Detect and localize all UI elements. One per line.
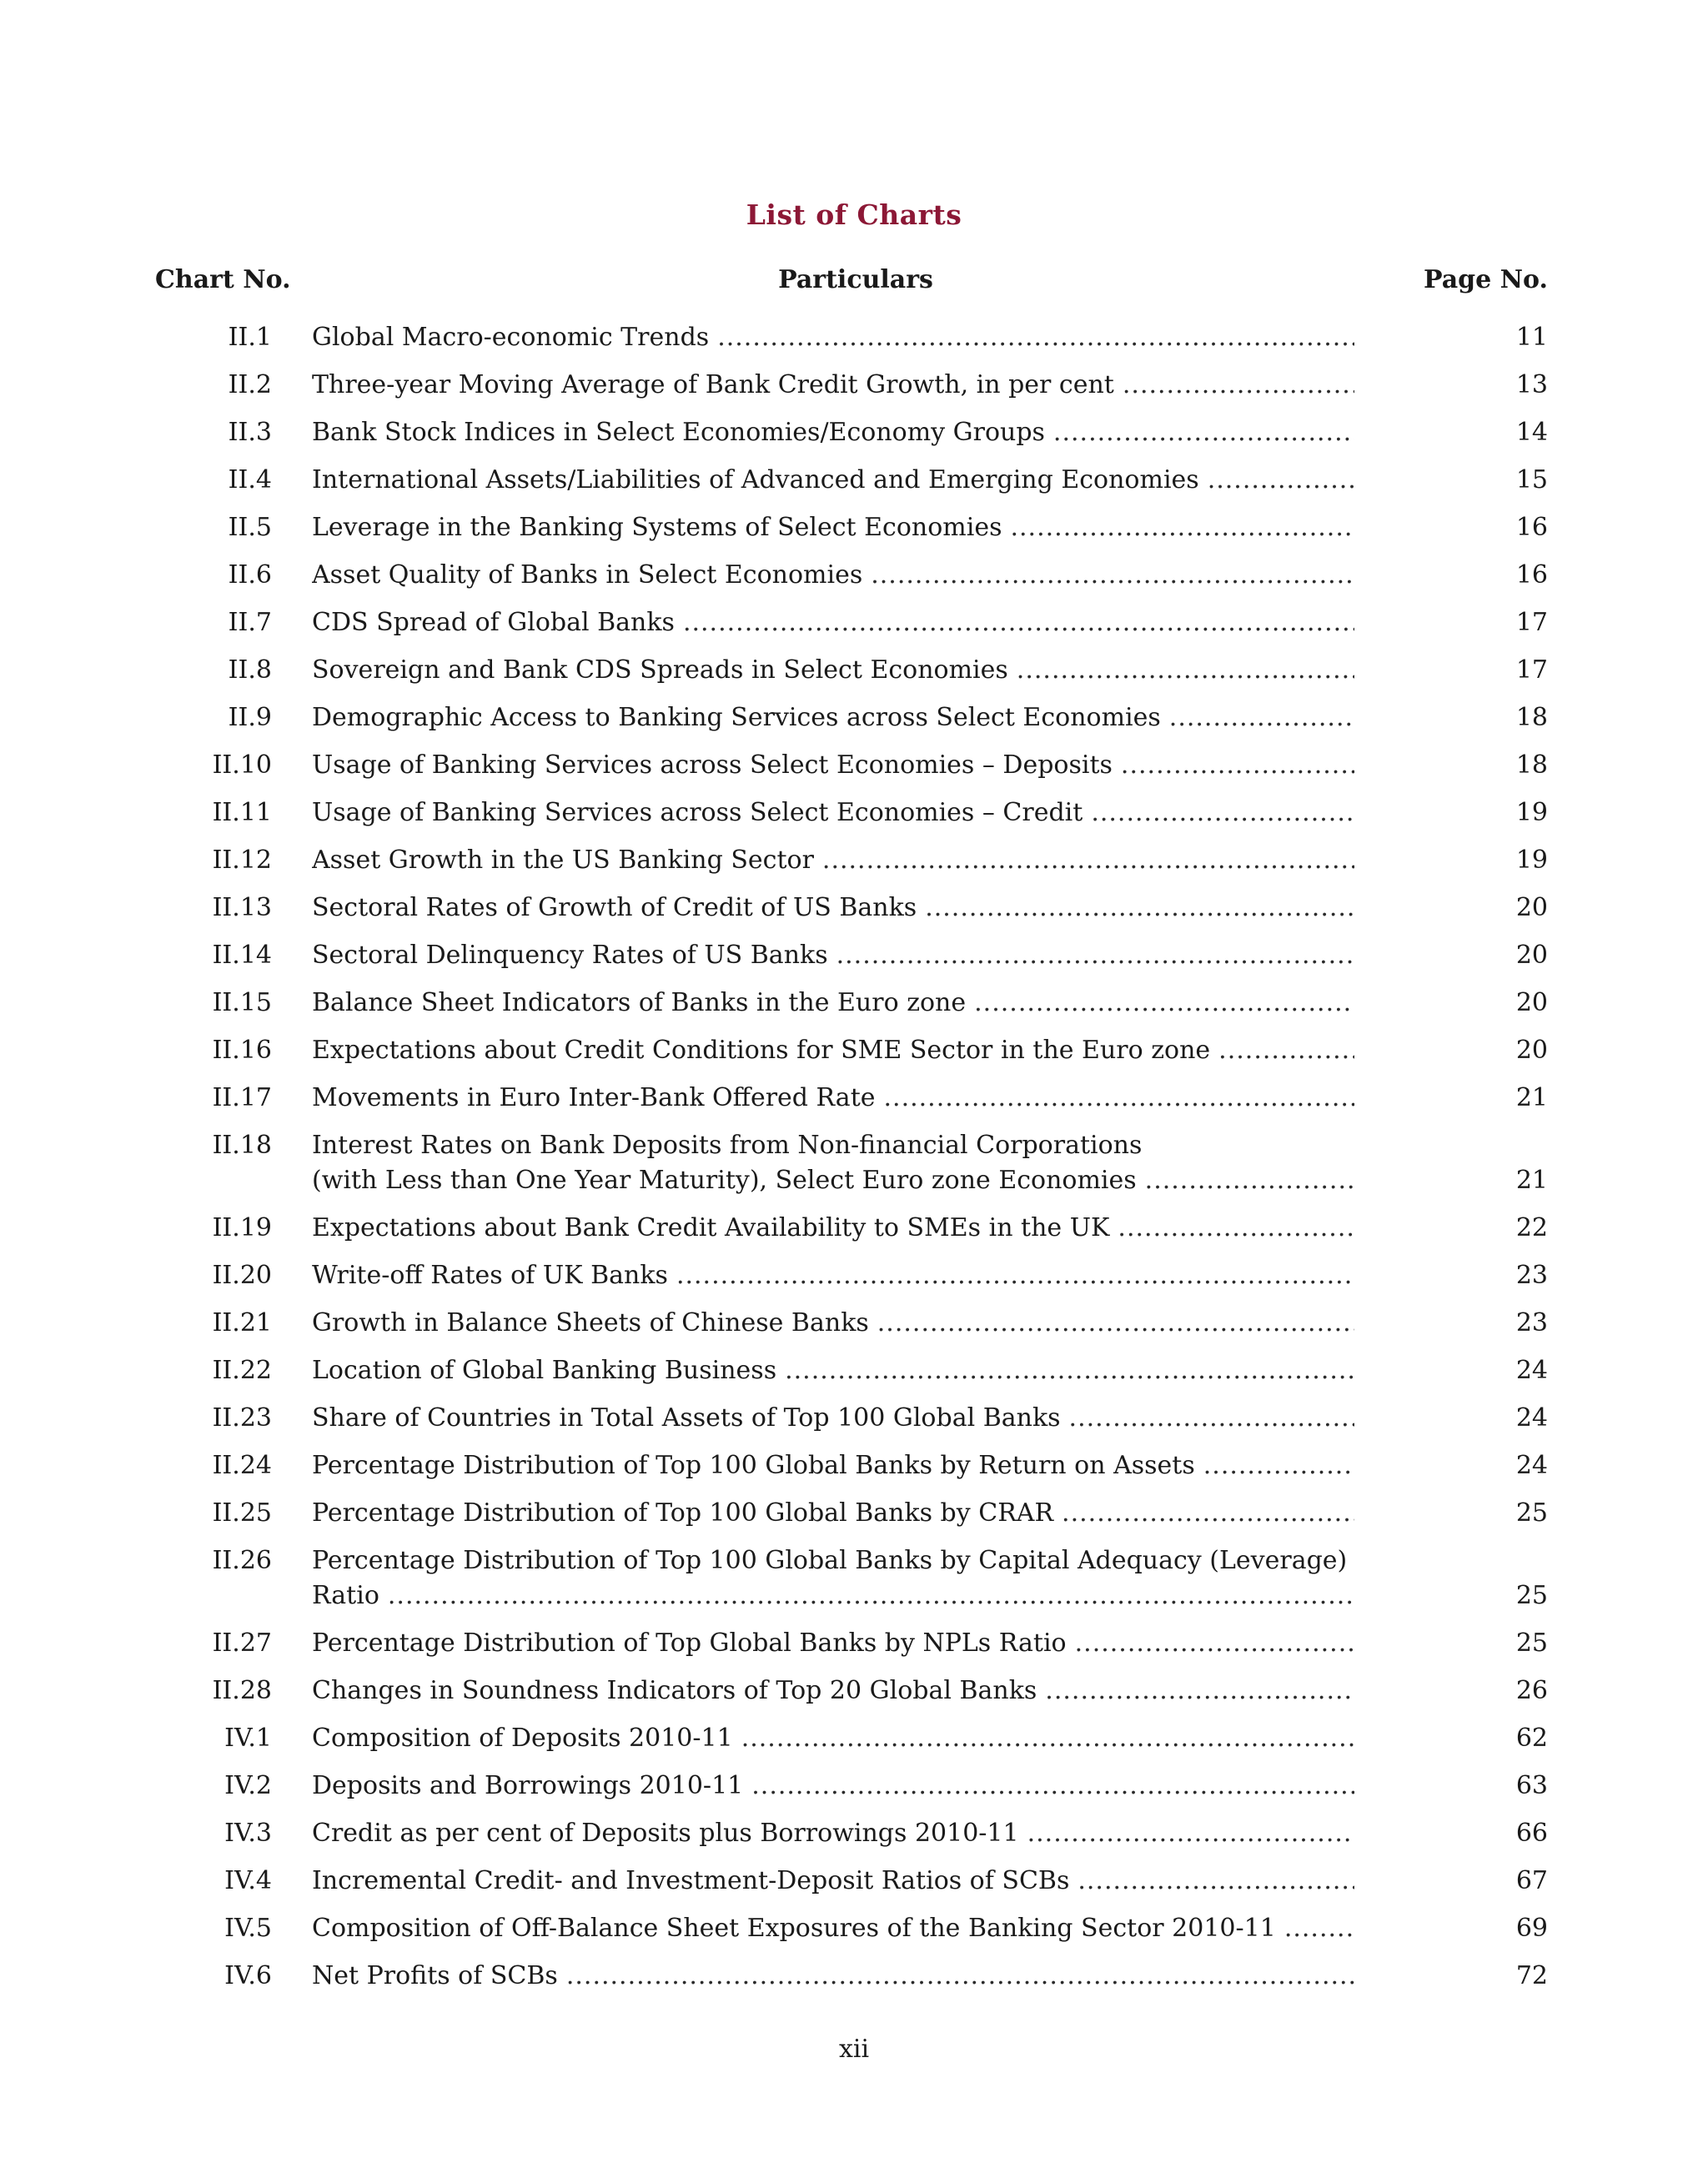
chart-number: II.3 — [228, 418, 272, 447]
chart-number: II.27 — [212, 1628, 272, 1658]
chart-title-block — [312, 646, 1354, 694]
chart-number: II.25 — [212, 1498, 272, 1528]
page-number: 17 — [1515, 655, 1548, 685]
chart-title-block — [312, 504, 1354, 551]
list-item — [0, 884, 1708, 931]
chart-title: Sectoral Delinquency Rates of US Banks — [312, 941, 828, 970]
chart-title: Growth in Balance Sheets of Chinese Banks — [312, 1308, 869, 1337]
list-item — [0, 599, 1708, 646]
list-item — [0, 741, 1708, 789]
page-number: 66 — [1515, 1819, 1548, 1848]
dot-leader — [751, 1762, 1354, 1809]
chart-title: Credit as per cent of Deposits plus Borrowings 2010-11 — [312, 1819, 1019, 1848]
chart-title-line — [312, 1347, 1354, 1394]
list-item — [0, 1905, 1708, 1952]
chart-number: II.28 — [212, 1676, 272, 1705]
chart-title-line — [312, 931, 1354, 979]
chart-title-block — [312, 1905, 1354, 1952]
dot-leader — [1203, 1442, 1354, 1489]
chart-title-line — [312, 551, 1354, 599]
page-number: 24 — [1515, 1451, 1548, 1480]
dot-leader — [925, 884, 1354, 931]
list-item — [0, 979, 1708, 1026]
chart-number: II.2 — [228, 370, 272, 399]
page-number: 15 — [1515, 465, 1548, 494]
list-item — [0, 931, 1708, 979]
list-item — [0, 1857, 1708, 1905]
page-number: 13 — [1515, 370, 1548, 399]
chart-title-block — [312, 789, 1354, 836]
dot-leader — [717, 314, 1354, 361]
chart-title-line — [312, 1714, 1354, 1762]
chart-number: IV.6 — [224, 1961, 272, 1990]
list-item — [0, 694, 1708, 741]
dot-leader — [1118, 1204, 1354, 1252]
chart-title-block — [312, 1952, 1354, 2000]
chart-title-line — [312, 1619, 1354, 1667]
chart-title-line — [312, 1074, 1354, 1122]
chart-number: II.15 — [212, 988, 272, 1017]
chart-title: Changes in Soundness Indicators of Top 20 Global Banks — [312, 1676, 1037, 1705]
dot-leader — [683, 599, 1354, 646]
page-number: 16 — [1515, 513, 1548, 542]
chart-title-line — [312, 789, 1354, 836]
chart-title-line — [312, 741, 1354, 789]
chart-number: II.1 — [228, 323, 272, 352]
page-number: 69 — [1515, 1914, 1548, 1943]
chart-title: CDS Spread of Global Banks — [312, 608, 675, 637]
chart-title-block — [312, 1252, 1354, 1299]
chart-number: II.16 — [212, 1036, 272, 1065]
chart-title: Three-year Moving Average of Bank Credit Growth, in per cent — [312, 370, 1114, 399]
chart-number: II.24 — [212, 1451, 272, 1480]
chart-title-block — [312, 1442, 1354, 1489]
chart-title-line — [312, 1157, 1354, 1204]
chart-title: Asset Quality of Banks in Select Economies — [312, 560, 863, 590]
chart-title-line — [312, 1952, 1354, 2000]
column-header-chart-no: Chart No. — [155, 265, 291, 294]
chart-number: II.20 — [212, 1261, 272, 1290]
chart-title-first-line: Percentage Distribution of Top 100 Global Banks by Capital Adequacy (Leverage) — [312, 1546, 1348, 1575]
chart-title-block — [312, 599, 1354, 646]
chart-title: Location of Global Banking Business — [312, 1356, 777, 1385]
page-number: 16 — [1515, 560, 1548, 590]
chart-title-line — [312, 409, 1354, 456]
dot-leader — [785, 1347, 1354, 1394]
chart-number: II.7 — [228, 608, 272, 637]
list-item — [0, 551, 1708, 599]
list-item — [0, 314, 1708, 361]
chart-title: Bank Stock Indices in Select Economies/Economy Groups — [312, 418, 1045, 447]
page-number: 26 — [1515, 1676, 1548, 1705]
dot-leader — [741, 1714, 1354, 1762]
chart-number: IV.2 — [224, 1771, 272, 1800]
chart-title-block — [312, 1762, 1354, 1809]
chart-title-line — [312, 1667, 1354, 1714]
dot-leader — [1053, 409, 1354, 456]
chart-title-line — [312, 1299, 1354, 1347]
list-item — [0, 1619, 1708, 1667]
page-number: 67 — [1515, 1866, 1548, 1895]
chart-title-block — [312, 1667, 1354, 1714]
page-number: 19 — [1515, 798, 1548, 827]
chart-title: Share of Countries in Total Assets of Top 100 Global Banks — [312, 1403, 1061, 1433]
dot-leader — [1123, 361, 1354, 409]
chart-title: Ratio — [312, 1581, 379, 1610]
chart-title: Deposits and Borrowings 2010-11 — [312, 1771, 744, 1800]
page-number: 17 — [1515, 608, 1548, 637]
dot-leader — [676, 1252, 1354, 1299]
list-item — [0, 1667, 1708, 1714]
chart-number: II.6 — [228, 560, 272, 590]
chart-title-block — [312, 409, 1354, 456]
list-item — [0, 1809, 1708, 1857]
list-item — [0, 456, 1708, 504]
chart-title-block — [312, 1809, 1354, 1857]
chart-number: II.19 — [212, 1213, 272, 1242]
chart-title: Leverage in the Banking Systems of Select Economies — [312, 513, 1002, 542]
page-number: 23 — [1515, 1308, 1548, 1337]
column-header-page-no: Page No. — [1423, 265, 1548, 294]
chart-title-block — [312, 1204, 1354, 1252]
chart-title: Sovereign and Bank CDS Spreads in Select Economies — [312, 655, 1008, 685]
chart-title: Movements in Euro Inter-Bank Offered Rate — [312, 1083, 876, 1112]
chart-title-line — [312, 361, 1354, 409]
dot-leader — [877, 1299, 1354, 1347]
chart-title-block — [312, 1299, 1354, 1347]
chart-title-block — [312, 931, 1354, 979]
dot-leader — [1169, 694, 1354, 741]
page-number: 22 — [1515, 1213, 1548, 1242]
chart-title: Usage of Banking Services across Select Economies – Credit — [312, 798, 1083, 827]
page-number: 23 — [1515, 1261, 1548, 1290]
chart-title-line — [312, 1572, 1354, 1619]
chart-title-line — [312, 646, 1354, 694]
chart-title: Asset Growth in the US Banking Sector — [312, 846, 814, 875]
list-item — [0, 1347, 1708, 1394]
list-item — [0, 409, 1708, 456]
chart-number: II.22 — [212, 1356, 272, 1385]
chart-title-line — [312, 1026, 1354, 1074]
chart-title-block — [312, 836, 1354, 884]
dot-leader — [871, 551, 1354, 599]
chart-number: II.9 — [228, 703, 272, 732]
chart-title-line — [312, 314, 1354, 361]
page-number: 20 — [1515, 988, 1548, 1017]
dot-leader — [836, 931, 1354, 979]
page-number: 25 — [1515, 1628, 1548, 1658]
dot-leader — [884, 1074, 1355, 1122]
page-number: 20 — [1515, 941, 1548, 970]
chart-title: Percentage Distribution of Top Global Banks by NPLs Ratio — [312, 1628, 1067, 1658]
chart-title-block — [312, 1026, 1354, 1074]
list-item — [0, 1252, 1708, 1299]
page-number: 25 — [1515, 1498, 1548, 1528]
dot-leader — [1010, 504, 1354, 551]
chart-title-block — [312, 694, 1354, 741]
list-item — [0, 1952, 1708, 2000]
chart-number: IV.4 — [224, 1866, 272, 1895]
chart-title-block — [312, 1537, 1354, 1619]
chart-title: Percentage Distribution of Top 100 Global Banks by CRAR — [312, 1498, 1054, 1528]
dot-leader — [1218, 1026, 1354, 1074]
chart-title: Write-off Rates of UK Banks — [312, 1261, 668, 1290]
page-number: 25 — [1515, 1581, 1548, 1610]
chart-title: Expectations about Bank Credit Availability to SMEs in the UK — [312, 1213, 1110, 1242]
list-item — [0, 789, 1708, 836]
chart-title-line — [312, 1489, 1354, 1537]
list-item — [0, 1299, 1708, 1347]
chart-title: Global Macro-economic Trends — [312, 323, 710, 352]
chart-title-line — [312, 456, 1354, 504]
chart-number: II.13 — [212, 893, 272, 922]
chart-number: II.8 — [228, 655, 272, 685]
chart-title-block — [312, 1619, 1354, 1667]
chart-title-line — [312, 1905, 1354, 1952]
page-number: 19 — [1515, 846, 1548, 875]
chart-list — [0, 314, 1708, 2000]
chart-title: International Assets/Liabilities of Advanced and Emerging Economies — [312, 465, 1199, 494]
list-item — [0, 1122, 1708, 1204]
chart-title-block — [312, 979, 1354, 1026]
chart-title-line — [312, 1394, 1354, 1442]
chart-title-line — [312, 1442, 1354, 1489]
chart-title: Composition of Deposits 2010-11 — [312, 1724, 733, 1753]
page-title: List of Charts — [746, 198, 962, 231]
chart-title-block — [312, 361, 1354, 409]
list-item — [0, 646, 1708, 694]
chart-number: II.26 — [212, 1546, 272, 1575]
footer-page-number: xii — [838, 2035, 870, 2064]
dot-leader — [1091, 789, 1354, 836]
dot-leader — [1078, 1857, 1354, 1905]
page-number: 11 — [1515, 323, 1548, 352]
chart-title-line — [312, 504, 1354, 551]
list-item — [0, 1204, 1708, 1252]
chart-title: Expectations about Credit Conditions for SME Sector in the Euro zone — [312, 1036, 1211, 1065]
list-item — [0, 1074, 1708, 1122]
chart-title: Demographic Access to Banking Services across Select Economies — [312, 703, 1161, 732]
chart-title-block — [312, 1074, 1354, 1122]
chart-title: Net Profits of SCBs — [312, 1961, 558, 1990]
page-number: 20 — [1515, 1036, 1548, 1065]
dot-leader — [1062, 1489, 1354, 1537]
chart-title-block — [312, 1122, 1354, 1204]
chart-title: Usage of Banking Services across Select Economies – Deposits — [312, 750, 1113, 780]
page-number: 18 — [1515, 750, 1548, 780]
chart-title-block — [312, 1394, 1354, 1442]
list-item — [0, 1537, 1708, 1619]
dot-leader — [1027, 1809, 1354, 1857]
chart-title-line — [312, 979, 1354, 1026]
chart-title-block — [312, 741, 1354, 789]
chart-number: II.10 — [212, 750, 272, 780]
chart-number: II.17 — [212, 1083, 272, 1112]
chart-title-line — [312, 694, 1354, 741]
chart-number: IV.3 — [224, 1819, 272, 1848]
page-number: 21 — [1515, 1083, 1548, 1112]
chart-title-line — [312, 1252, 1354, 1299]
dot-leader — [974, 979, 1354, 1026]
chart-number: II.11 — [212, 798, 272, 827]
page-number: 20 — [1515, 893, 1548, 922]
dot-leader — [822, 836, 1354, 884]
column-header-row — [0, 265, 1708, 302]
chart-title-line — [312, 1809, 1354, 1857]
page-number: 62 — [1515, 1724, 1548, 1753]
chart-title-line — [312, 1204, 1354, 1252]
dot-leader — [1121, 741, 1354, 789]
chart-number: IV.5 — [224, 1914, 272, 1943]
list-item — [0, 1026, 1708, 1074]
dot-leader — [1208, 456, 1354, 504]
chart-title-block — [312, 1489, 1354, 1537]
page-number: 24 — [1515, 1356, 1548, 1385]
list-item — [0, 361, 1708, 409]
chart-title-line — [312, 1762, 1354, 1809]
page-number: 14 — [1515, 418, 1548, 447]
page-number: 24 — [1515, 1403, 1548, 1433]
dot-leader — [1069, 1394, 1354, 1442]
chart-number: II.4 — [228, 465, 272, 494]
page-number: 63 — [1515, 1771, 1548, 1800]
page-number: 18 — [1515, 703, 1548, 732]
chart-number: II.5 — [228, 513, 272, 542]
chart-number: II.21 — [212, 1308, 272, 1337]
dot-leader — [1075, 1619, 1354, 1667]
chart-title-block — [312, 1857, 1354, 1905]
chart-title: Sectoral Rates of Growth of Credit of US Banks — [312, 893, 917, 922]
chart-title-block — [312, 1347, 1354, 1394]
dot-leader — [1145, 1157, 1354, 1204]
page-number: 21 — [1515, 1166, 1548, 1195]
list-item — [0, 1714, 1708, 1762]
chart-number: II.18 — [212, 1131, 272, 1160]
chart-title: Balance Sheet Indicators of Banks in the Euro zone — [312, 988, 967, 1017]
chart-title-line — [312, 884, 1354, 931]
chart-title: Composition of Off-Balance Sheet Exposures of the Banking Sector 2010-11 — [312, 1914, 1276, 1943]
chart-number: II.23 — [212, 1403, 272, 1433]
dot-leader — [566, 1952, 1354, 2000]
chart-title-block — [312, 314, 1354, 361]
list-item — [0, 1762, 1708, 1809]
chart-number: IV.1 — [224, 1724, 272, 1753]
dot-leader — [1017, 646, 1354, 694]
chart-title: (with Less than One Year Maturity), Select Euro zone Economies — [312, 1166, 1137, 1195]
chart-title: Percentage Distribution of Top 100 Global Banks by Return on Assets — [312, 1451, 1195, 1480]
dot-leader — [388, 1572, 1354, 1619]
dot-leader — [1284, 1905, 1354, 1952]
chart-number: II.14 — [212, 941, 272, 970]
chart-title: Incremental Credit- and Investment-Deposit Ratios of SCBs — [312, 1866, 1070, 1895]
dot-leader — [1045, 1667, 1354, 1714]
chart-title-first-line: Interest Rates on Bank Deposits from Non-financial Corporations — [312, 1131, 1143, 1160]
page-number: 72 — [1515, 1961, 1548, 1990]
list-item — [0, 836, 1708, 884]
chart-title-block — [312, 1714, 1354, 1762]
chart-title-block — [312, 884, 1354, 931]
column-header-particulars: Particulars — [778, 265, 933, 294]
list-item — [0, 1489, 1708, 1537]
list-item — [0, 504, 1708, 551]
chart-title-block — [312, 551, 1354, 599]
chart-title-block — [312, 456, 1354, 504]
list-item — [0, 1442, 1708, 1489]
list-item — [0, 1394, 1708, 1442]
chart-title-line — [312, 599, 1354, 646]
chart-title-line — [312, 1857, 1354, 1905]
chart-number: II.12 — [212, 846, 272, 875]
chart-title-line — [312, 836, 1354, 884]
